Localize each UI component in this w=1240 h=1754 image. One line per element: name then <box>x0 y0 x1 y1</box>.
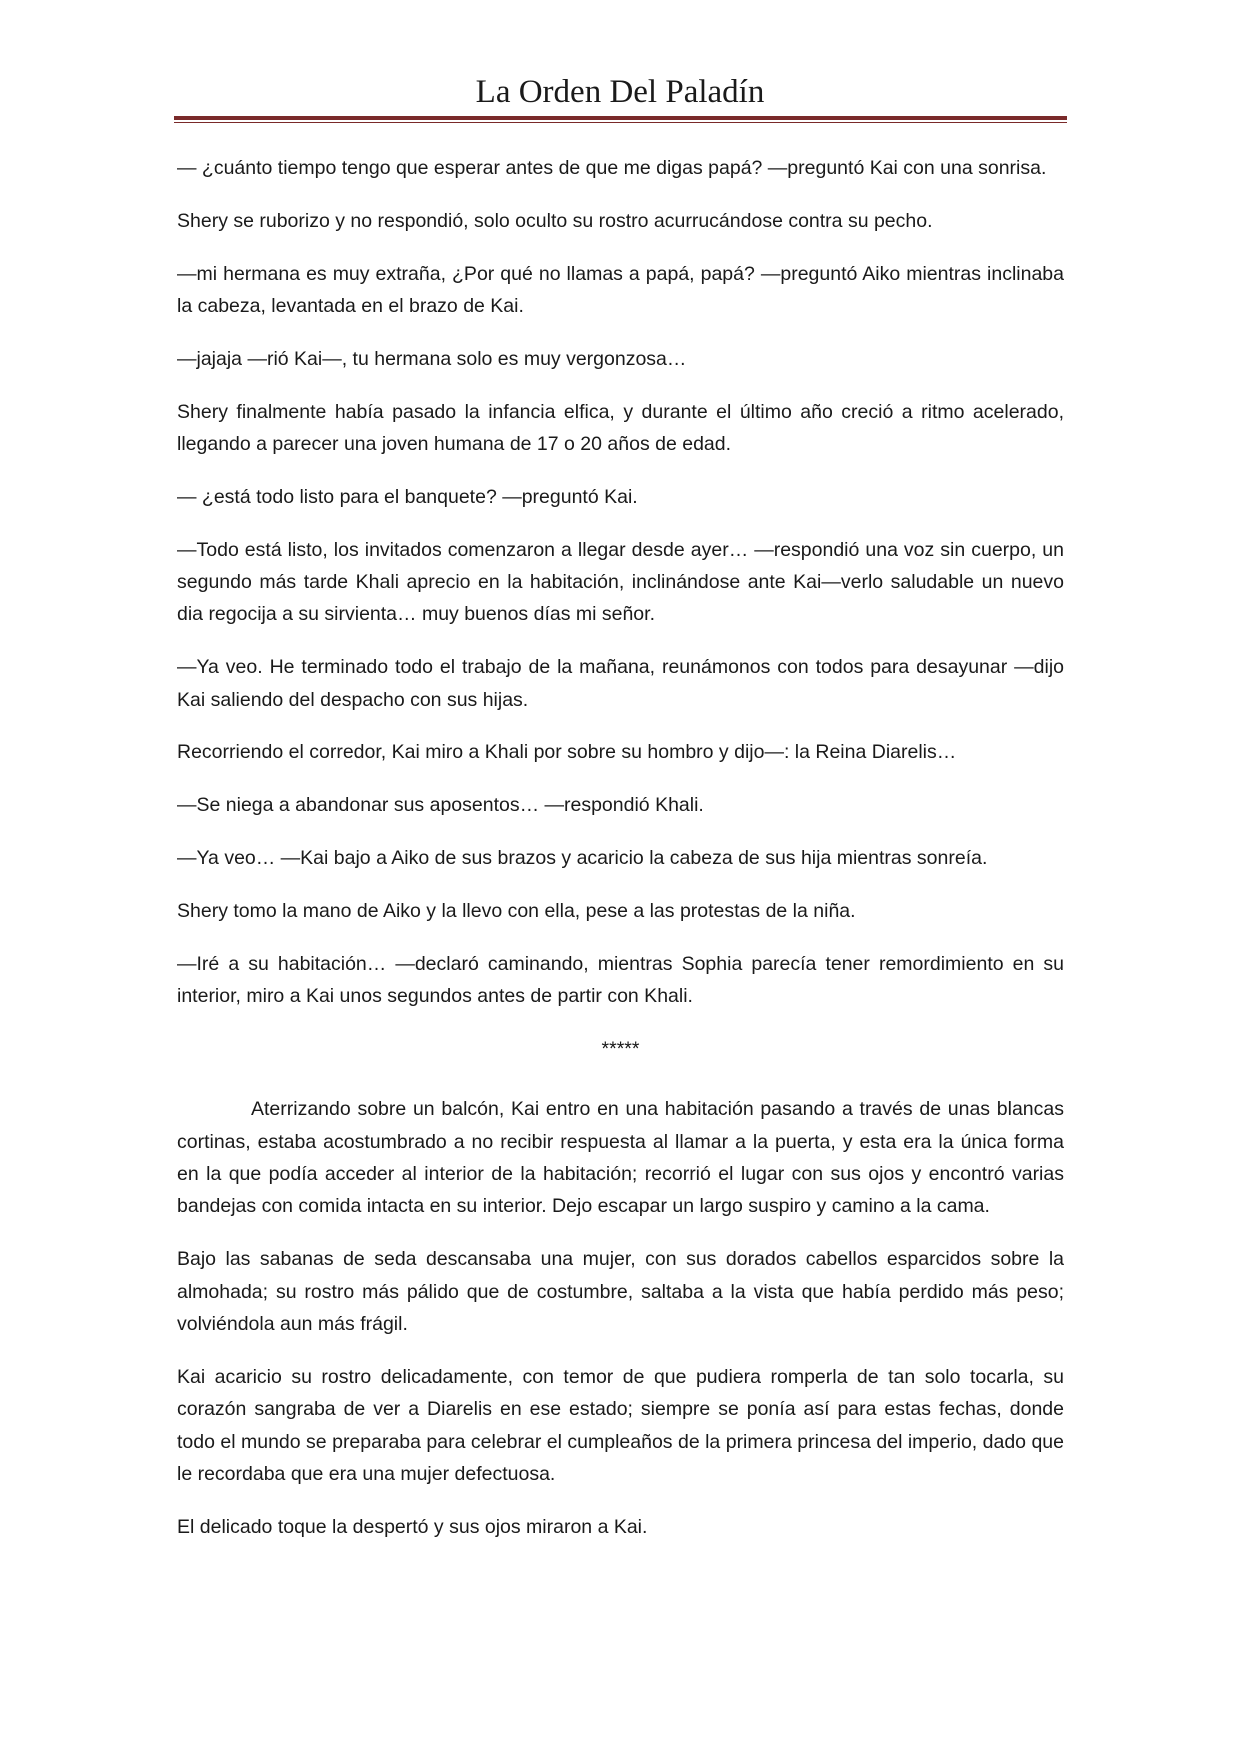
paragraph: Recorriendo el corredor, Kai miro a Khali por sobre su hombro y dijo—: la Reina Diarelis… <box>177 741 957 764</box>
paragraph: Shery finalmente había pasado la infancia elfica, y durante el último año creció a ritmo acelerado, llegando a parecer una joven humana de 17 o 20 años de edad. <box>177 400 1064 455</box>
paragraph: —Se niega a abandonar sus aposentos… —respondió Khali. <box>177 794 704 817</box>
paragraph: —mi hermana es muy extraña, ¿Por qué no llamas a papá, papá? —preguntó Aiko mientras inclinaba la cabeza, levantada en el brazo de Kai. <box>177 262 1064 317</box>
header-divider-thin <box>174 122 1067 123</box>
paragraph: — ¿cuánto tiempo tengo que esperar antes de que me digas papá? —preguntó Kai con una sonrisa. <box>177 157 1047 179</box>
paragraph: —Ya veo… —Kai bajo a Aiko de sus brazos y acaricio la cabeza de sus hija mientras sonreía. <box>177 847 988 869</box>
paragraph: —Todo está listo, los invitados comenzaron a llegar desde ayer… —respondió una voz sin cuerpo, un segundo más tarde Khali aprecio en la habitación, inclinándose ante Kai—verlo saludable un nuevo dia regocija a su sirvienta… muy buenos días mi señor. <box>177 538 1064 626</box>
paragraph: Kai acaricio su rostro delicadamente, con temor de que pudiera romperla de tan solo tocarla, su corazón sangraba de ver a Diarelis en ese estado; siempre se ponía así para estas fechas, donde todo el mundo se preparaba para celebrar el cumpleaños de la primera princesa del imperio, dado que le recordaba que era una mujer defectuosa. <box>177 1365 1064 1486</box>
scene-separator: ***** <box>601 1037 640 1060</box>
paragraph: —jajaja —rió Kai—, tu hermana solo es muy vergonzosa… <box>177 347 687 370</box>
page-header-title: La Orden Del Paladín <box>475 74 765 110</box>
paragraph: — ¿está todo listo para el banquete? —preguntó Kai. <box>177 485 638 508</box>
paragraph: Shery se ruborizo y no respondió, solo oculto su rostro acurrucándose contra su pecho. <box>177 209 933 232</box>
paragraph: Aterrizando sobre un balcón, Kai entro en una habitación pasando a través de unas blancas cortinas, estaba acostumbrado a no recibir respuesta al llamar a la puerta, y esta era la única forma en la que podía acceder al interior de la habitación; recorrió el lugar con sus ojos y encontró varias bandejas con comida intacta en su interior. Dejo escapar un largo suspiro y camino a la cama. <box>177 1098 1064 1218</box>
paragraph: —Ya veo. He terminado todo el trabajo de la mañana, reunámonos con todos para desayunar —dijo Kai saliendo del despacho con sus hijas. <box>177 656 1064 711</box>
paragraph: Shery tomo la mano de Aiko y la llevo con ella, pese a las protestas de la niña. <box>177 899 856 922</box>
header-divider <box>174 116 1067 123</box>
paragraph: El delicado toque la despertó y sus ojos miraron a Kai. <box>177 1515 648 1538</box>
header-divider-thick <box>174 116 1067 120</box>
paragraph: Bajo las sabanas de seda descansaba una mujer, con sus dorados cabellos esparcidos sobre la almohada; su rostro más pálido que de costumbre, saltaba a la vista que había perdido más peso; volviéndola aun más frágil. <box>177 1248 1064 1336</box>
document-body <box>177 152 1064 1564</box>
paragraph: —Iré a su habitación… —declaró caminando, mientras Sophia parecía tener remordimiento en su interior, miro a Kai unos segundos antes de partir con Khali. <box>177 952 1064 1007</box>
